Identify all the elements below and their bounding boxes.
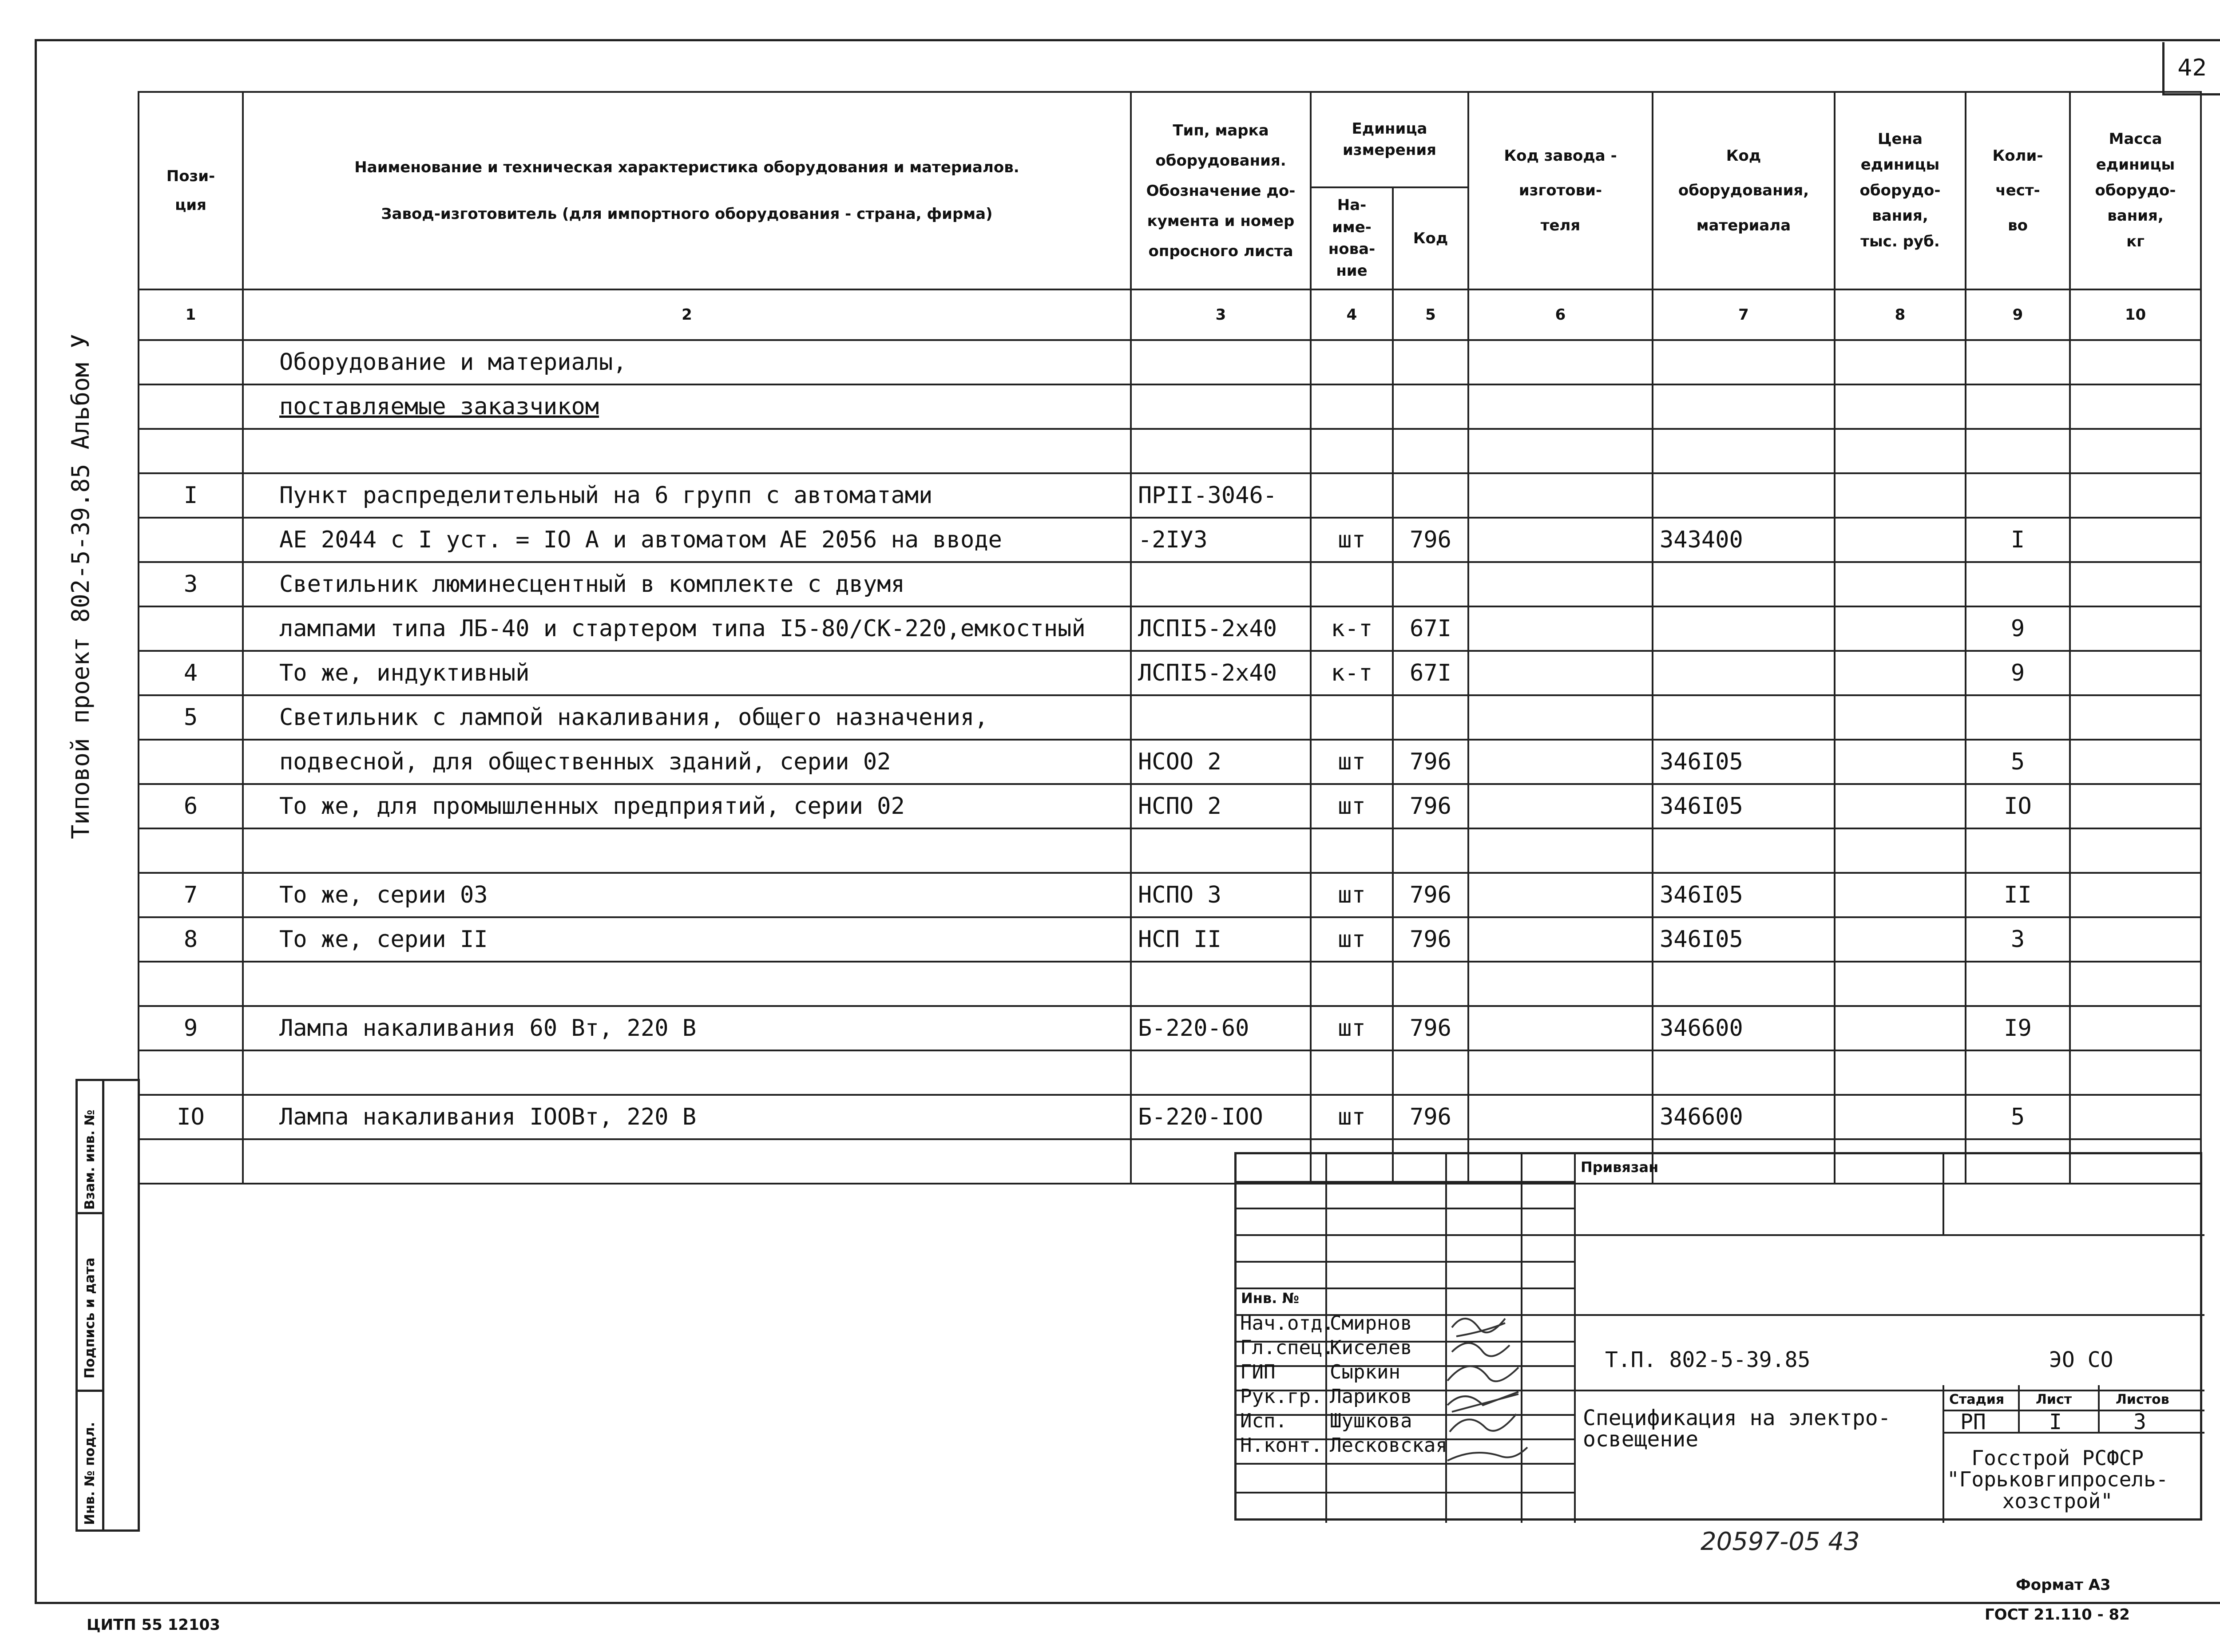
row-quantity: 9 [1966, 606, 2070, 651]
row-unit-code: 796 [1393, 740, 1468, 784]
row-unit-code [1393, 429, 1468, 473]
row-quantity [1966, 340, 2070, 384]
stamp-role: Гл.спец. [1240, 1336, 1334, 1359]
row-mass [2070, 873, 2201, 917]
row-name [243, 828, 1131, 873]
row-unit-code: 67I [1393, 651, 1468, 695]
row-unit-code [1393, 562, 1468, 606]
row-unit-code: 796 [1393, 873, 1468, 917]
table-row [139, 651, 2201, 695]
row-unit-name: шт [1311, 1095, 1393, 1139]
row-name: Светильник люминесцентный в комплекте с двумя [243, 562, 1131, 606]
stamp-sheet: I [2049, 1410, 2062, 1434]
table-row [139, 562, 2201, 606]
row-unit-code: 796 [1393, 917, 1468, 962]
stamp-line [1237, 1261, 1574, 1263]
stamp-role: ГИП [1240, 1361, 1276, 1383]
row-price [1835, 962, 1966, 1006]
stamp-role: Исп. [1240, 1410, 1287, 1432]
row-plant-code [1468, 473, 1653, 518]
row-unit-code: 796 [1393, 1095, 1468, 1139]
format-label: Формат А3 [2016, 1576, 2111, 1594]
row-unit-name: шт [1311, 740, 1393, 784]
header-material-code: Код оборудования, материала [1653, 92, 1835, 289]
row-material-code [1653, 429, 1835, 473]
table-row [139, 873, 2201, 917]
row-price [1835, 740, 1966, 784]
row-unit-code: 67I [1393, 606, 1468, 651]
header-unit: Единица измерения [1311, 92, 1468, 187]
column-number-row [139, 289, 2201, 340]
row-material-code: 346600 [1653, 1006, 1835, 1050]
row-type: ПРII-3046- [1131, 473, 1311, 518]
row-type [1131, 384, 1311, 429]
stamp-stage: РП [1960, 1410, 1986, 1434]
row-position [139, 740, 243, 784]
row-mass [2070, 340, 2201, 384]
row-price [1835, 873, 1966, 917]
row-unit-code [1393, 1050, 1468, 1095]
row-price [1835, 651, 1966, 695]
stamp-person-name: Лесковская [1330, 1434, 1447, 1457]
row-position: 5 [139, 695, 243, 740]
row-name: Светильник с лампой накаливания, общего назначения, [243, 695, 1131, 740]
stamp-line [1237, 1234, 2204, 1236]
row-plant-code [1468, 606, 1653, 651]
row-unit-name: шт [1311, 784, 1393, 828]
stamp-role: Нач.отд. [1240, 1312, 1334, 1335]
stamp-line [2018, 1385, 2020, 1432]
row-plant-code [1468, 384, 1653, 429]
row-position [139, 606, 243, 651]
stamp-sheets-label: Листов [2116, 1392, 2169, 1407]
stamp-role: Н.конт. [1240, 1434, 1323, 1457]
row-price [1835, 1095, 1966, 1139]
row-quantity: 5 [1966, 740, 2070, 784]
row-mass [2070, 784, 2201, 828]
row-mass [2070, 651, 2201, 695]
row-position: 7 [139, 873, 243, 917]
row-name [243, 1050, 1131, 1095]
row-material-code: 346I05 [1653, 917, 1835, 962]
header-price: Цена единицы оборудо- вания, тыс. руб. [1835, 92, 1966, 289]
header-position: Пози- ция [139, 92, 243, 289]
stamp-line [2098, 1385, 2100, 1432]
row-unit-name: шт [1311, 518, 1393, 562]
row-type [1131, 1050, 1311, 1095]
table-row [139, 740, 2201, 784]
row-unit-name [1311, 962, 1393, 1006]
sheet-number: 42 [2162, 42, 2220, 95]
column-number: 3 [1131, 289, 1311, 340]
row-quantity [1966, 695, 2070, 740]
row-material-code [1653, 606, 1835, 651]
stamp-line [1237, 1208, 1574, 1209]
row-position: 9 [139, 1006, 243, 1050]
row-type: ЛСПI5-2х40 [1131, 606, 1311, 651]
stamp-person-name: Киселев [1330, 1336, 1412, 1359]
row-plant-code [1468, 340, 1653, 384]
row-price [1835, 473, 1966, 518]
citp-label: ЦИТП 55 12103 [87, 1616, 220, 1634]
row-plant-code [1468, 651, 1653, 695]
row-unit-name: шт [1311, 873, 1393, 917]
row-plant-code [1468, 429, 1653, 473]
signatures-image [1443, 1310, 1576, 1496]
row-material-code: 346I05 [1653, 740, 1835, 784]
stamp-doc-code: Т.П. 802-5-39.85 [1605, 1347, 1811, 1372]
row-material-code [1653, 1050, 1835, 1095]
row-material-code [1653, 473, 1835, 518]
row-unit-code [1393, 828, 1468, 873]
row-unit-name [1311, 828, 1393, 873]
row-mass [2070, 828, 2201, 873]
row-name: подвесной, для общественных зданий, серии 02 [243, 740, 1131, 784]
row-price [1835, 562, 1966, 606]
row-material-code [1653, 340, 1835, 384]
row-price [1835, 518, 1966, 562]
row-name: То же, серии 03 [243, 873, 1131, 917]
row-quantity [1966, 828, 2070, 873]
column-number: 1 [139, 289, 243, 340]
row-name: Пункт распределительный на 6 групп с автоматами [243, 473, 1131, 518]
row-name: поставляемые заказчиком [243, 384, 1131, 429]
row-name: Лампа накаливания 60 Вт, 220 В [243, 1006, 1131, 1050]
row-price [1835, 828, 1966, 873]
row-name [243, 1139, 1131, 1184]
header-quantity: Коли- чест- во [1966, 92, 2070, 289]
row-type: НСПО 3 [1131, 873, 1311, 917]
row-mass [2070, 518, 2201, 562]
table-row [139, 1095, 2201, 1139]
row-unit-code: 796 [1393, 784, 1468, 828]
row-unit-name [1311, 384, 1393, 429]
stamp-doc-mark: ЭО СО [2049, 1347, 2113, 1372]
row-quantity: II [1966, 873, 2070, 917]
row-mass [2070, 473, 2201, 518]
column-number: 10 [2070, 289, 2201, 340]
row-plant-code [1468, 740, 1653, 784]
stamp-line [1237, 1288, 1574, 1289]
stamp-inv-label: Инв. № [1241, 1290, 1299, 1307]
row-quantity [1966, 962, 2070, 1006]
row-type: НСПО 2 [1131, 784, 1311, 828]
row-unit-name [1311, 1050, 1393, 1095]
row-type: -2IУЗ [1131, 518, 1311, 562]
row-quantity [1966, 562, 2070, 606]
row-unit-name: шт [1311, 917, 1393, 962]
table-row [139, 962, 2201, 1006]
row-name: То же, индуктивный [243, 651, 1131, 695]
stamp-person-name: Шушкова [1330, 1410, 1412, 1432]
side-project-title: Типовой проект 802-5-39.85 Альбом У [67, 334, 95, 839]
table-row [139, 384, 2201, 429]
row-plant-code [1468, 562, 1653, 606]
row-name [243, 962, 1131, 1006]
row-unit-name [1311, 429, 1393, 473]
table-row [139, 784, 2201, 828]
row-position: 8 [139, 917, 243, 962]
row-plant-code [1468, 1006, 1653, 1050]
row-position [139, 340, 243, 384]
row-quantity: 9 [1966, 651, 2070, 695]
row-unit-code: 796 [1393, 518, 1468, 562]
row-mass [2070, 562, 2201, 606]
row-name: Лампа накаливания IOOВт, 220 В [243, 1095, 1131, 1139]
row-unit-code [1393, 962, 1468, 1006]
row-unit-name: шт [1311, 1006, 1393, 1050]
specification-table [138, 91, 2202, 1185]
row-unit-name [1311, 473, 1393, 518]
row-quantity [1966, 384, 2070, 429]
header-plant-code: Код завода - изготови- теля [1468, 92, 1653, 289]
row-material-code: 346600 [1653, 1095, 1835, 1139]
row-plant-code [1468, 518, 1653, 562]
row-name: лампами типа ЛБ-40 и стартером типа I5-80/СК-220,емкостный [243, 606, 1131, 651]
stamp-sheet-label: Лист [2036, 1392, 2072, 1407]
stamp-line [1237, 1181, 1574, 1183]
row-name: АЕ 2044 с I уст. = IO А и автоматом АЕ 2056 на вводе [243, 518, 1131, 562]
header-name-line1: Наименование и техническая характеристика оборудования и материалов. [354, 158, 1019, 176]
row-plant-code [1468, 828, 1653, 873]
stamp-doc-title: Спецификация на электро- освещение [1583, 1406, 1891, 1452]
stamp-privyazan-label: Привязан [1581, 1159, 1659, 1176]
row-material-code [1653, 384, 1835, 429]
header-unit-code: Код [1393, 187, 1468, 289]
row-position: 6 [139, 784, 243, 828]
row-position [139, 384, 243, 429]
row-quantity: I9 [1966, 1006, 2070, 1050]
stamp-organization: Госстрой РСФСР "Горьковгипросель- хозстрой" [1947, 1446, 2168, 1513]
row-name: Оборудование и материалы, [243, 340, 1131, 384]
column-number: 4 [1311, 289, 1393, 340]
row-position [139, 1050, 243, 1095]
side-approval-boxes [75, 1079, 140, 1532]
row-quantity [1966, 1050, 2070, 1095]
row-position [139, 518, 243, 562]
row-type [1131, 962, 1311, 1006]
row-quantity [1966, 473, 2070, 518]
row-unit-name [1311, 340, 1393, 384]
row-mass [2070, 606, 2201, 651]
row-unit-name [1311, 695, 1393, 740]
row-mass [2070, 1095, 2201, 1139]
row-type [1131, 828, 1311, 873]
column-number: 2 [243, 289, 1131, 340]
row-name: То же, серии II [243, 917, 1131, 962]
row-material-code [1653, 828, 1835, 873]
table-row [139, 606, 2201, 651]
stamp-line [1942, 1154, 1944, 1234]
stamp-person-name: Лариков [1330, 1385, 1412, 1408]
side-label-inventory: Инв. № подл. [82, 1422, 98, 1525]
row-material-code: 343400 [1653, 518, 1835, 562]
row-mass [2070, 962, 2201, 1006]
header-name-line2: Завод-изготовитель (для импортного оборудования - страна, фирма) [381, 205, 993, 223]
row-type [1131, 429, 1311, 473]
row-type: НСОО 2 [1131, 740, 1311, 784]
row-plant-code [1468, 962, 1653, 1006]
row-position: I [139, 473, 243, 518]
row-quantity: I [1966, 518, 2070, 562]
row-material-code: 346I05 [1653, 784, 1835, 828]
side-label-signature: Подпись и дата [82, 1257, 98, 1379]
row-type: НСП II [1131, 917, 1311, 962]
header-mass: Масса единицы оборудо- вания, кг [2070, 92, 2201, 289]
row-type: Б-220-60 [1131, 1006, 1311, 1050]
table-row [139, 828, 2201, 873]
row-price [1835, 917, 1966, 962]
header-unit-name: На- име- нова- ние [1311, 187, 1393, 289]
row-price [1835, 784, 1966, 828]
header-name [243, 92, 1131, 289]
column-number: 5 [1393, 289, 1468, 340]
row-plant-code [1468, 1095, 1653, 1139]
row-unit-name: к-т [1311, 651, 1393, 695]
stamp-line [1942, 1385, 1944, 1523]
row-price [1835, 1006, 1966, 1050]
row-plant-code [1468, 695, 1653, 740]
row-type [1131, 695, 1311, 740]
handwritten-number: 20597-05 43 [1701, 1527, 1860, 1556]
stamp-role: Рук.гр. [1240, 1385, 1323, 1408]
row-unit-code [1393, 473, 1468, 518]
row-unit-code: 796 [1393, 1006, 1468, 1050]
gost-label: ГОСТ 21.110 - 82 [1985, 1606, 2130, 1624]
stamp-sheets: 3 [2133, 1410, 2146, 1434]
table-row [139, 917, 2201, 962]
row-mass [2070, 1006, 2201, 1050]
row-unit-code [1393, 340, 1468, 384]
row-material-code: 346I05 [1653, 873, 1835, 917]
row-position [139, 828, 243, 873]
stamp-person-name: Смирнов [1330, 1312, 1412, 1335]
stamp-stage-label: Стадия [1949, 1392, 2005, 1407]
row-plant-code [1468, 873, 1653, 917]
column-number: 6 [1468, 289, 1653, 340]
header-type: Тип, марка оборудования. Обозначение до- кумента и номер опросного листа [1131, 92, 1311, 289]
row-material-code [1653, 695, 1835, 740]
stamp-person-name: Сыркин [1330, 1361, 1400, 1383]
table-row [139, 1006, 2201, 1050]
table-row [139, 518, 2201, 562]
row-quantity: 5 [1966, 1095, 2070, 1139]
row-mass [2070, 384, 2201, 429]
row-type: Б-220-IOO [1131, 1095, 1311, 1139]
table-row [139, 473, 2201, 518]
table-row [139, 695, 2201, 740]
row-unit-code [1393, 384, 1468, 429]
row-price [1835, 1050, 1966, 1095]
row-name: То же, для промышленных предприятий, серии 02 [243, 784, 1131, 828]
column-number: 8 [1835, 289, 1966, 340]
row-price [1835, 695, 1966, 740]
row-position: 4 [139, 651, 243, 695]
row-material-code [1653, 651, 1835, 695]
row-plant-code [1468, 784, 1653, 828]
row-quantity [1966, 429, 2070, 473]
row-unit-name: к-т [1311, 606, 1393, 651]
row-plant-code [1468, 1050, 1653, 1095]
row-type: ЛСПI5-2х40 [1131, 651, 1311, 695]
row-position [139, 429, 243, 473]
row-unit-code [1393, 695, 1468, 740]
table-row [139, 1050, 2201, 1095]
title-block [1234, 1152, 2202, 1521]
row-price [1835, 429, 1966, 473]
table-row [139, 340, 2201, 384]
row-material-code [1653, 562, 1835, 606]
row-position [139, 1139, 243, 1184]
side-label-replace: Взам. инв. № [82, 1109, 98, 1210]
row-type [1131, 562, 1311, 606]
row-type [1131, 340, 1311, 384]
row-quantity: 3 [1966, 917, 2070, 962]
row-quantity: IO [1966, 784, 2070, 828]
row-position: 3 [139, 562, 243, 606]
column-number: 7 [1653, 289, 1835, 340]
row-position [139, 962, 243, 1006]
row-mass [2070, 917, 2201, 962]
table-row [139, 429, 2201, 473]
row-price [1835, 384, 1966, 429]
row-price [1835, 606, 1966, 651]
row-price [1835, 340, 1966, 384]
column-number: 9 [1966, 289, 2070, 340]
row-mass [2070, 740, 2201, 784]
row-plant-code [1468, 917, 1653, 962]
row-material-code [1653, 962, 1835, 1006]
row-name [243, 429, 1131, 473]
row-unit-name [1311, 562, 1393, 606]
row-mass [2070, 695, 2201, 740]
row-mass [2070, 429, 2201, 473]
row-mass [2070, 1050, 2201, 1095]
row-position: IO [139, 1095, 243, 1139]
